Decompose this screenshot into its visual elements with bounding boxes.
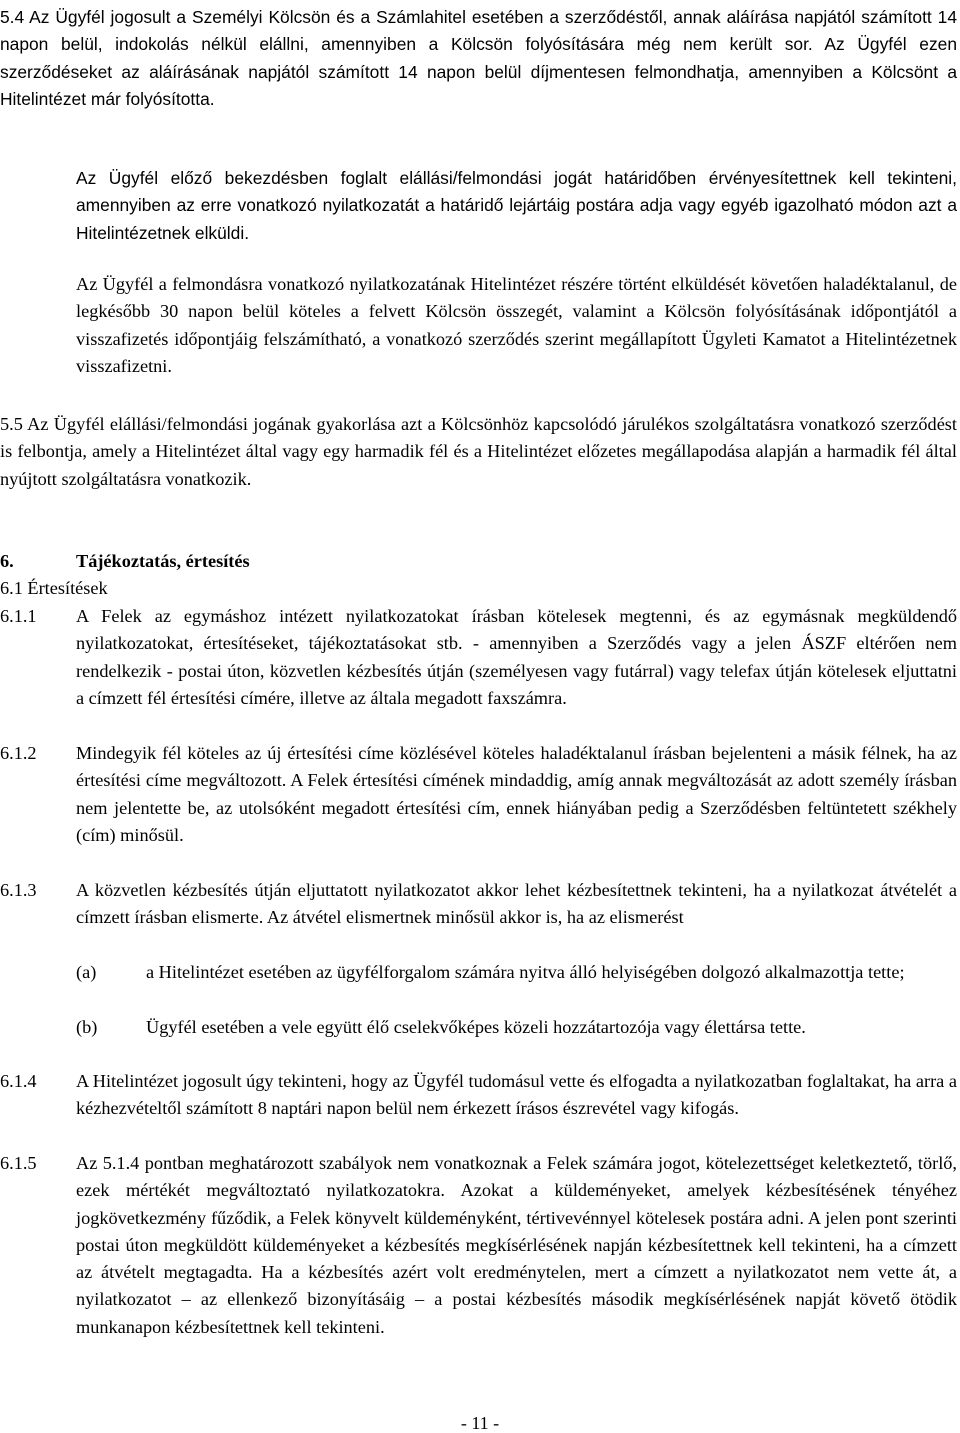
clause-6-1-3-number: 6.1.3 xyxy=(0,880,37,900)
clause-6-1-4-text: A Hitelintézet jogosult úgy tekinteni, hogy az Ügyfél tudomásul vette és elfogadta a nyilatkozatban foglaltakat, ha arra a kézhezvételtől számított 8 naptári napon belül nem érkezett írásos észrevétel vagy kifogás. xyxy=(76,1071,957,1119)
clause-6-1-4-number: 6.1.4 xyxy=(0,1071,37,1091)
paragraph-5-4-b: Az Ügyfél a felmondásra vonatkozó nyilatkozatának Hitelintézet részére történt elküldését követően haladéktalanul, de legkésőbb 30 napon belül köteles a felvett Kölcsön összegét, valamint a Kölcsön folyósításának időpontjától a visszafizetés időpontjáig felszámítható, a vonatkozó szerződés szerint megállapított Ügyleti Kamatot a Hitelintézetnek visszafizetni. xyxy=(76,274,957,376)
section-6-1-title: 6.1 Értesítések xyxy=(0,578,108,598)
paragraph-5-4-number: 5.4 xyxy=(0,7,25,27)
clause-6-1-2-text: Mindegyik fél köteles az új értesítési címe közlésével köteles haladéktalanul írásban bejelenteni a másik félnek, ha az értesítési címe megváltozott. A Felek értesítési címének mindaddig, amíg annak megváltozását az adott személy írásban nem jelentette be, az utolsóként megadott értesítési cím, ennek hiányában pedig a Szerződésben feltüntetett székhely (cím) minősül. xyxy=(76,743,957,845)
clause-6-1-3-b-text: Ügyfél esetében a vele együtt élő cselekvőképes közeli hozzátartozója vagy élettársa tette. xyxy=(146,1017,806,1037)
clause-6-1-3-a-label: (a) xyxy=(76,962,97,982)
page-number: - 11 - xyxy=(460,1413,500,1433)
clause-6-1-1-number: 6.1.1 xyxy=(0,606,37,626)
clause-6-1-5-number: 6.1.5 xyxy=(0,1153,37,1173)
paragraph-5-5 xyxy=(0,411,957,493)
paragraph-5-5-number: 5.5 xyxy=(0,414,23,434)
clause-6-1-3-b-label: (b) xyxy=(76,1017,98,1037)
section-6-title: Tájékoztatás, értesítés xyxy=(76,551,250,571)
paragraph-5-4-a: Az Ügyfél előző bekezdésben foglalt elállási/felmondási jogát határidőben érvényesítettnek kell tekinteni, amennyiben az erre vonatkozó nyilatkozatát a határidő lejártáig postára adja vagy egyéb igazolható módon azt a Hitelintézetnek elküldi. xyxy=(76,168,957,243)
paragraph-5-4-text: Az Ügyfél jogosult a Személyi Kölcsön és a Számlahitel esetében a szerződéstől, annak aláírása napjától számított 14 napon belül, indokolás nélkül elállni, amennyiben a Kölcsön folyósítására még nem került sor. Az Ügyfél ezen szerződéseket az aláírásának napjától számított 14 napon belül díjmentesen felmondhatja, amennyiben a Kölcsönt a Hitelintézet már folyósította. xyxy=(0,7,957,109)
clause-6-1-2-number: 6.1.2 xyxy=(0,743,37,763)
clause-6-1-3-text: A közvetlen kézbesítés útján eljuttatott nyilatkozatot akkor lehet kézbesítettnek tekinteni, ha a nyilatkozat átvételét a címzett írásban elismerte. Az átvétel elismertnek minősül akkor is, ha az elismerést xyxy=(76,880,957,928)
clause-6-1-1-text: A Felek az egymáshoz intézett nyilatkozatokat írásban kötelesek megtenni, és az egymásnak megküldendő nyilatkozatokat, értesítéseket, tájékoztatásokat stb. - amennyiben a Szerződés vagy a jelen ÁSZF eltérően nem rendelkezik - postai úton, közvetlen kézbesítés útján (személyesen vagy futárral) vagy telefax útján kötelesek eljuttatni a címzett fél értesítési címére, illetve az általa megadott faxszámra. xyxy=(76,606,957,708)
paragraph-5-5-text: Az Ügyfél elállási/felmondási jogának gyakorlása azt a Kölcsönhöz kapcsolódó járulékos szolgáltatásra vonatkozó szerződést is felbontja, amely a Hitelintézet által vagy egy harmadik fél és a Hitelintézet előzetes megállapodása alapján a harmadik fél által nyújtott szolgáltatásra vonatkozik. xyxy=(0,414,957,489)
clause-6-1-3-a-text: a Hitelintézet esetében az ügyfélforgalom számára nyitva álló helyiségében dolgozó alkalmazottja tette; xyxy=(146,962,905,982)
clause-6-1-5-text: Az 5.1.4 pontban meghatározott szabályok nem vonatkoznak a Felek számára jogot, kötelezettséget keletkeztető, törlő, ezek mértékét megváltoztató nyilatkozatokra. Azokat a küldeményeket, amelyek kézbesítésének tényéhez jogkövetkezmény fűződik, a Felek könyvelt küldeményként, tértivevénnyel kötelesek postára adni. A jelen pont szerinti postai úton megküldött küldeményeket a kézbesítés megkísérlésének napján kézbesítettnek kell tekinteni, ha a címzett az átvételt megtagadta. Ha a kézbesítés azért volt eredménytelen, mert a címzett a nyilatkozatot nem vette át, a nyilatkozatot – az ellenkező bizonyításáig – a postai kézbesítés második megkísérlésének napját követő ötödik munkanapon kézbesítettnek kell tekinteni. xyxy=(76,1153,957,1337)
section-6-number: 6. xyxy=(0,551,14,571)
paragraph-5-4 xyxy=(0,4,957,113)
